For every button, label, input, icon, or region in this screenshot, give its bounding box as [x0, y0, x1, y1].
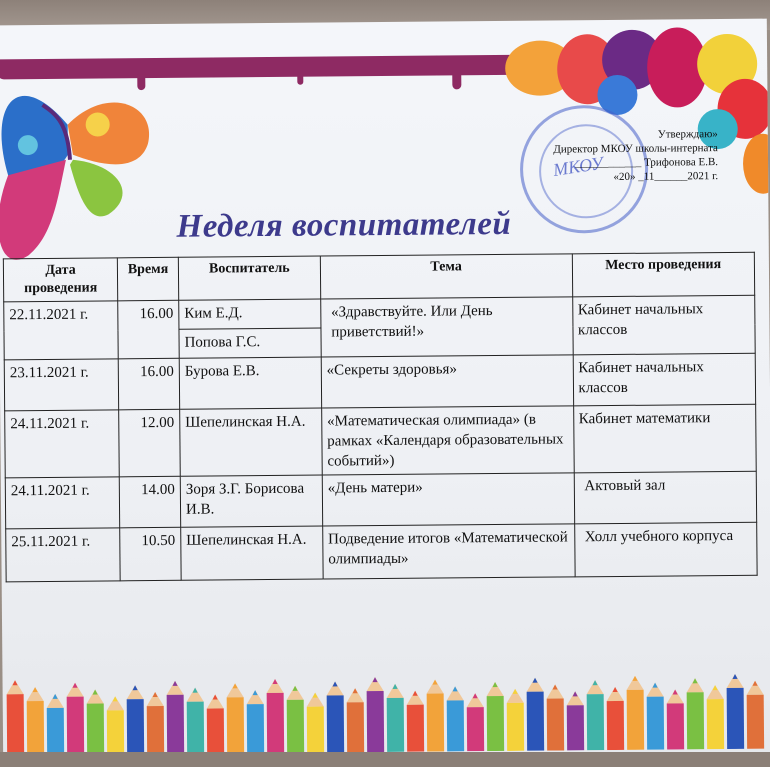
pencil	[407, 691, 425, 752]
table-header-row	[3, 252, 754, 302]
document-sheet	[0, 19, 770, 761]
table-row	[4, 295, 755, 331]
pencil	[487, 682, 505, 751]
pencil	[726, 674, 744, 749]
time-cell: 12.00	[119, 409, 180, 477]
topic-cell: «Секреты здоровья»	[321, 355, 573, 408]
place-cell: Холл учебного корпуса	[574, 522, 757, 577]
column-header: Дата проведения	[3, 258, 118, 302]
pencil	[427, 680, 445, 752]
topic-cell: «Математическая олимпиада» (в рамках «Календаря образовательных событий»)	[321, 406, 573, 475]
paint-blob	[743, 134, 770, 194]
pencil	[447, 686, 465, 751]
pencil	[547, 684, 565, 750]
column-header: Место проведения	[572, 252, 755, 297]
pencil	[707, 685, 725, 749]
desk-background-bottom	[0, 752, 770, 767]
pencil	[467, 693, 485, 751]
pencil	[227, 683, 245, 753]
pencil	[667, 689, 685, 749]
date-cell: 22.11.2021 г.	[4, 301, 119, 360]
column-header: Время	[118, 257, 179, 301]
pencil	[747, 681, 765, 749]
teacher-cell: Бурова Е.В.	[179, 357, 321, 409]
topic-cell: «День матери»	[322, 473, 574, 526]
pencil	[367, 677, 385, 752]
pencils-illustration	[2, 654, 770, 756]
page-title: Неделя воспитателей	[176, 205, 512, 245]
approval-line: Директор МКОУ школы-интерната	[553, 142, 718, 156]
pencil	[507, 689, 525, 751]
pencil	[27, 687, 45, 755]
butterfly-illustration	[0, 64, 169, 285]
pencil	[207, 694, 225, 753]
pencil	[527, 678, 545, 751]
pencil	[247, 690, 265, 753]
time-cell: 16.00	[118, 300, 179, 359]
pencil	[587, 680, 605, 750]
teacher-cell: Шепелинская Н.А.	[181, 526, 323, 580]
place-cell: Актовый зал	[574, 471, 757, 524]
pencil	[387, 684, 405, 752]
place-cell: Кабинет начальных классов	[572, 295, 755, 355]
pencil	[47, 694, 65, 755]
pencil	[107, 696, 125, 754]
pencil	[147, 692, 165, 754]
pencil	[347, 688, 365, 752]
place-cell: Кабинет начальных классов	[573, 353, 756, 406]
teacher-cell: Зоря З.Г. Борисова И.В.	[180, 475, 322, 527]
date-cell: 25.11.2021 г.	[6, 528, 121, 582]
date-cell: 23.11.2021 г.	[4, 359, 119, 411]
teacher-cell: Попова Г.С.	[179, 328, 321, 358]
pencil	[167, 681, 185, 754]
pencil	[327, 681, 345, 752]
paint-drip	[297, 73, 303, 85]
date-cell: 24.11.2021 г.	[5, 477, 120, 529]
topic-cell: «Здравствуйте. Или День приветствий!»	[321, 297, 573, 357]
pencil	[7, 680, 25, 755]
teacher-cell: Ким Е.Д.	[179, 299, 321, 329]
column-header: Тема	[320, 254, 572, 299]
place-cell: Кабинет математики	[573, 404, 756, 473]
pencil	[87, 689, 105, 754]
paint-drip	[452, 71, 461, 89]
pencil	[307, 693, 325, 753]
table-row	[4, 353, 755, 411]
table-row	[5, 471, 756, 529]
schedule-table	[3, 252, 758, 583]
topic-cell: Подведение итогов «Математической олимпиады»	[323, 524, 575, 579]
pencil	[67, 683, 85, 755]
approval-block	[518, 127, 718, 185]
time-cell: 16.00	[118, 358, 179, 410]
time-cell: 14.00	[119, 476, 180, 528]
approval-line: «20» _11______2021 г.	[613, 170, 719, 183]
column-header: Воспитатель	[178, 256, 320, 300]
pencil	[567, 691, 585, 750]
pencil	[287, 686, 305, 753]
pencil	[127, 685, 145, 754]
pencil	[267, 679, 285, 753]
pencil	[627, 676, 645, 750]
pencil	[607, 687, 625, 750]
approval-line: ____________ Трифонова Е.В.	[575, 156, 719, 170]
table-row	[5, 404, 757, 478]
approval-line: Утверждаю»	[657, 128, 718, 141]
table-row	[6, 522, 757, 582]
pencil	[687, 678, 705, 749]
time-cell: 10.50	[120, 527, 181, 581]
pencil	[187, 688, 205, 754]
signature: МКОУ	[551, 152, 605, 180]
date-cell: 24.11.2021 г.	[5, 410, 120, 478]
teacher-cell: Шепелинская Н.А.	[180, 408, 322, 476]
pencil	[647, 683, 665, 750]
